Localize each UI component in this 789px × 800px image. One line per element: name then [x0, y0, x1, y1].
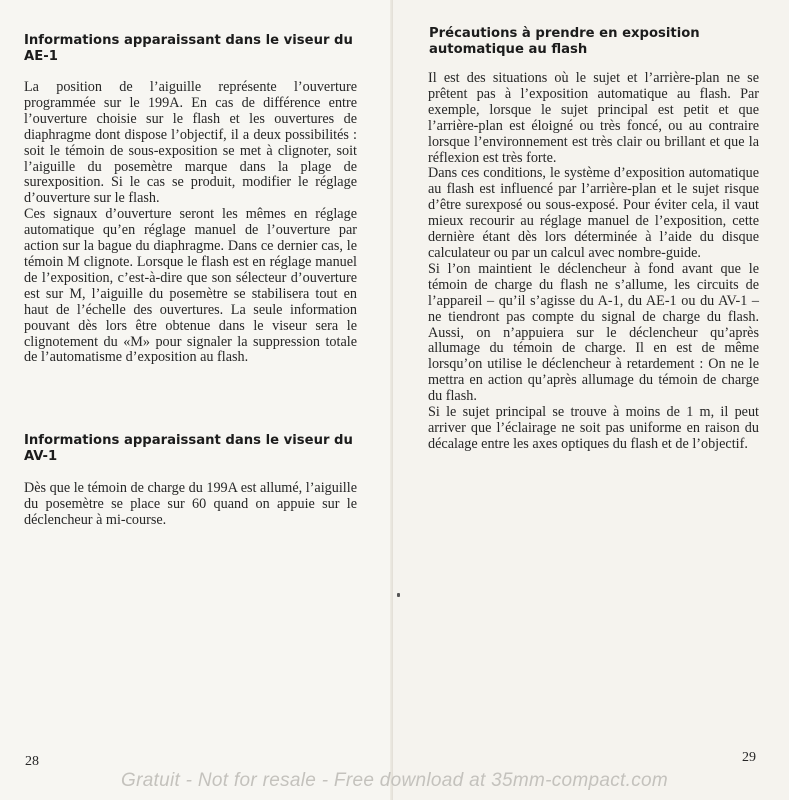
paragraph: Dans ces conditions, le système d’exposition automatique au flash est influencé par l’arrière-plan et le sujet risque d’être surexposé ou sous-exposé. Pour éviter cela, il vaut mieux recourir au réglage manuel de l’exposition, cette dernière étant dès lors déterminée à l’aide du disque calculateur ou par un calcul avec nombre-guide.: [428, 165, 759, 261]
section-body-precautions: [428, 71, 759, 453]
section-title-av1: Informations apparaissant dans le viseur du AV-1: [24, 433, 353, 464]
section-title-precautions: Précautions à prendre en exposition automatique au flash: [429, 26, 700, 57]
page-number-right: 29: [742, 750, 756, 765]
section-body-ae1: [24, 80, 357, 366]
print-speck: [397, 593, 400, 597]
watermark: Gratuit - Not for resale - Free download at 35mm-compact.com: [120, 770, 669, 791]
paragraph: Si le sujet principal se trouve à moins de 1 m, il peut arriver que l’éclairage ne soit pas uniforme en raison du décalage entre les axes optiques du flash et de l’objectif.: [428, 404, 759, 452]
page-number-left: 28: [25, 754, 39, 769]
paragraph: La position de l’aiguille représente l’ouverture programmée sur le 199A. En cas de différence entre l’ouverture choisie sur le flash et les ouvertures de diaphragme dont dispose l’objectif, il a deux possibilités : soit le témoin de sous-exposition se met à clignoter, soit l’aiguille du posemètre marque dans la plage de surexposition. Si le cas se produit, modifier le réglage d’ouverture sur le flash.: [24, 79, 357, 207]
paragraph: Ces signaux d’ouverture seront les mêmes en réglage automatique qu’en réglage manuel de l’ouverture par action sur la bague du diaphragme. Dans ce dernier cas, le témoin M clignote. Lorsque le flash est en réglage manuel de l’exposition, c’est-à-dire que son sélecteur d’ouverture est sur M, l’aiguille du posemètre se stabilisera tout en haut de l’échelle des ouvertures. La seule information pouvant dès lors être obtenue dans le viseur sera le clignotement du «M» pour signaler la suppression totale de l’automatisme d’exposition au flash.: [24, 206, 357, 366]
right-page: [393, 0, 789, 800]
section-title-ae1: Informations apparaissant dans le viseur du AE-1: [24, 33, 353, 64]
paragraph: Si l’on maintient le déclencheur à fond avant que le témoin de charge du flash ne s’allume, les circuits de l’appareil – qu’il s’agisse du A-1, du AE-1 ou du AV-1 – ne tiendront pas compte du signal de charge du flash. Aussi, on n’appuiera sur le déclencheur qu’après allumage du témoin de charge. Il en est de même lorsqu’on utilise le déclencheur à retardement : On ne le mettra en action qu’après allumage du témoin de charge du flash.: [428, 260, 759, 405]
paragraph: Il est des situations où le sujet et l’arrière-plan ne se prêtent pas à l’exposition automatique au flash. Par exemple, lorsque le sujet principal est petit et que l’arrière-plan est éloigné ou très foncé, ou au contraire lorsque l’environnement est très clair ou brillant et que la réflexion est très forte.: [428, 70, 759, 166]
left-page: [0, 0, 393, 800]
section-body-av1: [24, 481, 357, 529]
paragraph: Dès que le témoin de charge du 199A est allumé, l’aiguille du posemètre se place sur 60 quand on appuie sur le déclencheur à mi-course.: [24, 480, 357, 528]
